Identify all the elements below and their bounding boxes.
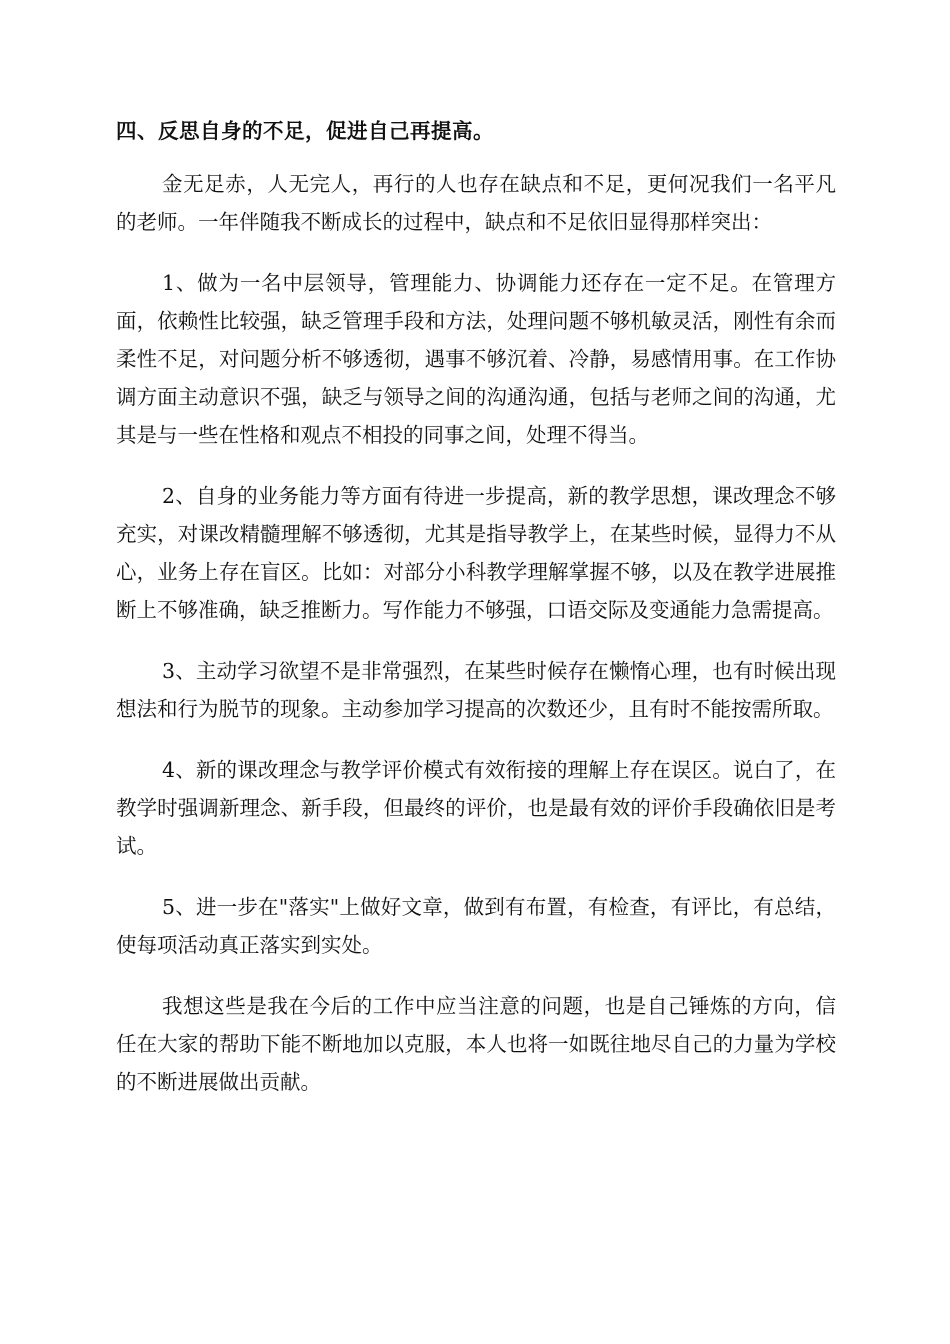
paragraph-intro: 金无足赤，人无完人，再行的人也存在缺点和不足，更何况我们一名平凡的老师。一年伴随我不断成长的过程中，缺点和不足依旧显得那样突出： [116,172,836,234]
section-heading: 四、反思自身的不足，促进自己再提高。 [116,119,494,143]
document-body [116,112,836,1124]
paragraph-item-4: 4、新的课改理念与教学评价模式有效衔接的理解上存在误区。说白了，在教学时强调新理念、新手段，但最终的评价，也是最有效的评价手段确依旧是考试。 [116,758,836,858]
paragraph-conclusion: 我想这些是我在今后的工作中应当注意的问题，也是自己锤炼的方向，信任在大家的帮助下能不断地加以克服，本人也将一如既往地尽自己的力量为学校的不断进展做出贡献。 [116,994,836,1094]
paragraph-item-1: 1、做为一名中层领导，管理能力、协调能力还存在一定不足。在管理方面，依赖性比较强，缺乏管理手段和方法，处理问题不够机敏灵活，刚性有余而柔性不足，对问题分析不够透彻，遇事不够沉着、冷静，易感情用事。在工作协调方面主动意识不强，缺乏与领导之间的沟通沟通，包括与老师之间的沟通，尤其是与一些在性格和观点不相投的同事之间，处理不得当。 [116,271,836,447]
paragraph-item-5: 5、进一步在"落实"上做好文章，做到有布置，有检查，有评比，有总结，使每项活动真正落实到实处。 [116,895,836,957]
paragraph-item-2: 2、自身的业务能力等方面有待进一步提高，新的教学思想，课改理念不够充实，对课改精髓理解不够透彻，尤其是指导教学上，在某些时候，显得力不从心，业务上存在盲区。比如：对部分小科教学理解掌握不够，以及在教学进展推断上不够准确，缺乏推断力。写作能力不够强，口语交际及变通能力急需提高。 [116,484,836,622]
paragraph-item-3: 3、主动学习欲望不是非常强烈，在某些时候存在懒惰心理，也有时候出现想法和行为脱节的现象。主动参加学习提高的次数还少，且有时不能按需所取。 [116,659,836,721]
